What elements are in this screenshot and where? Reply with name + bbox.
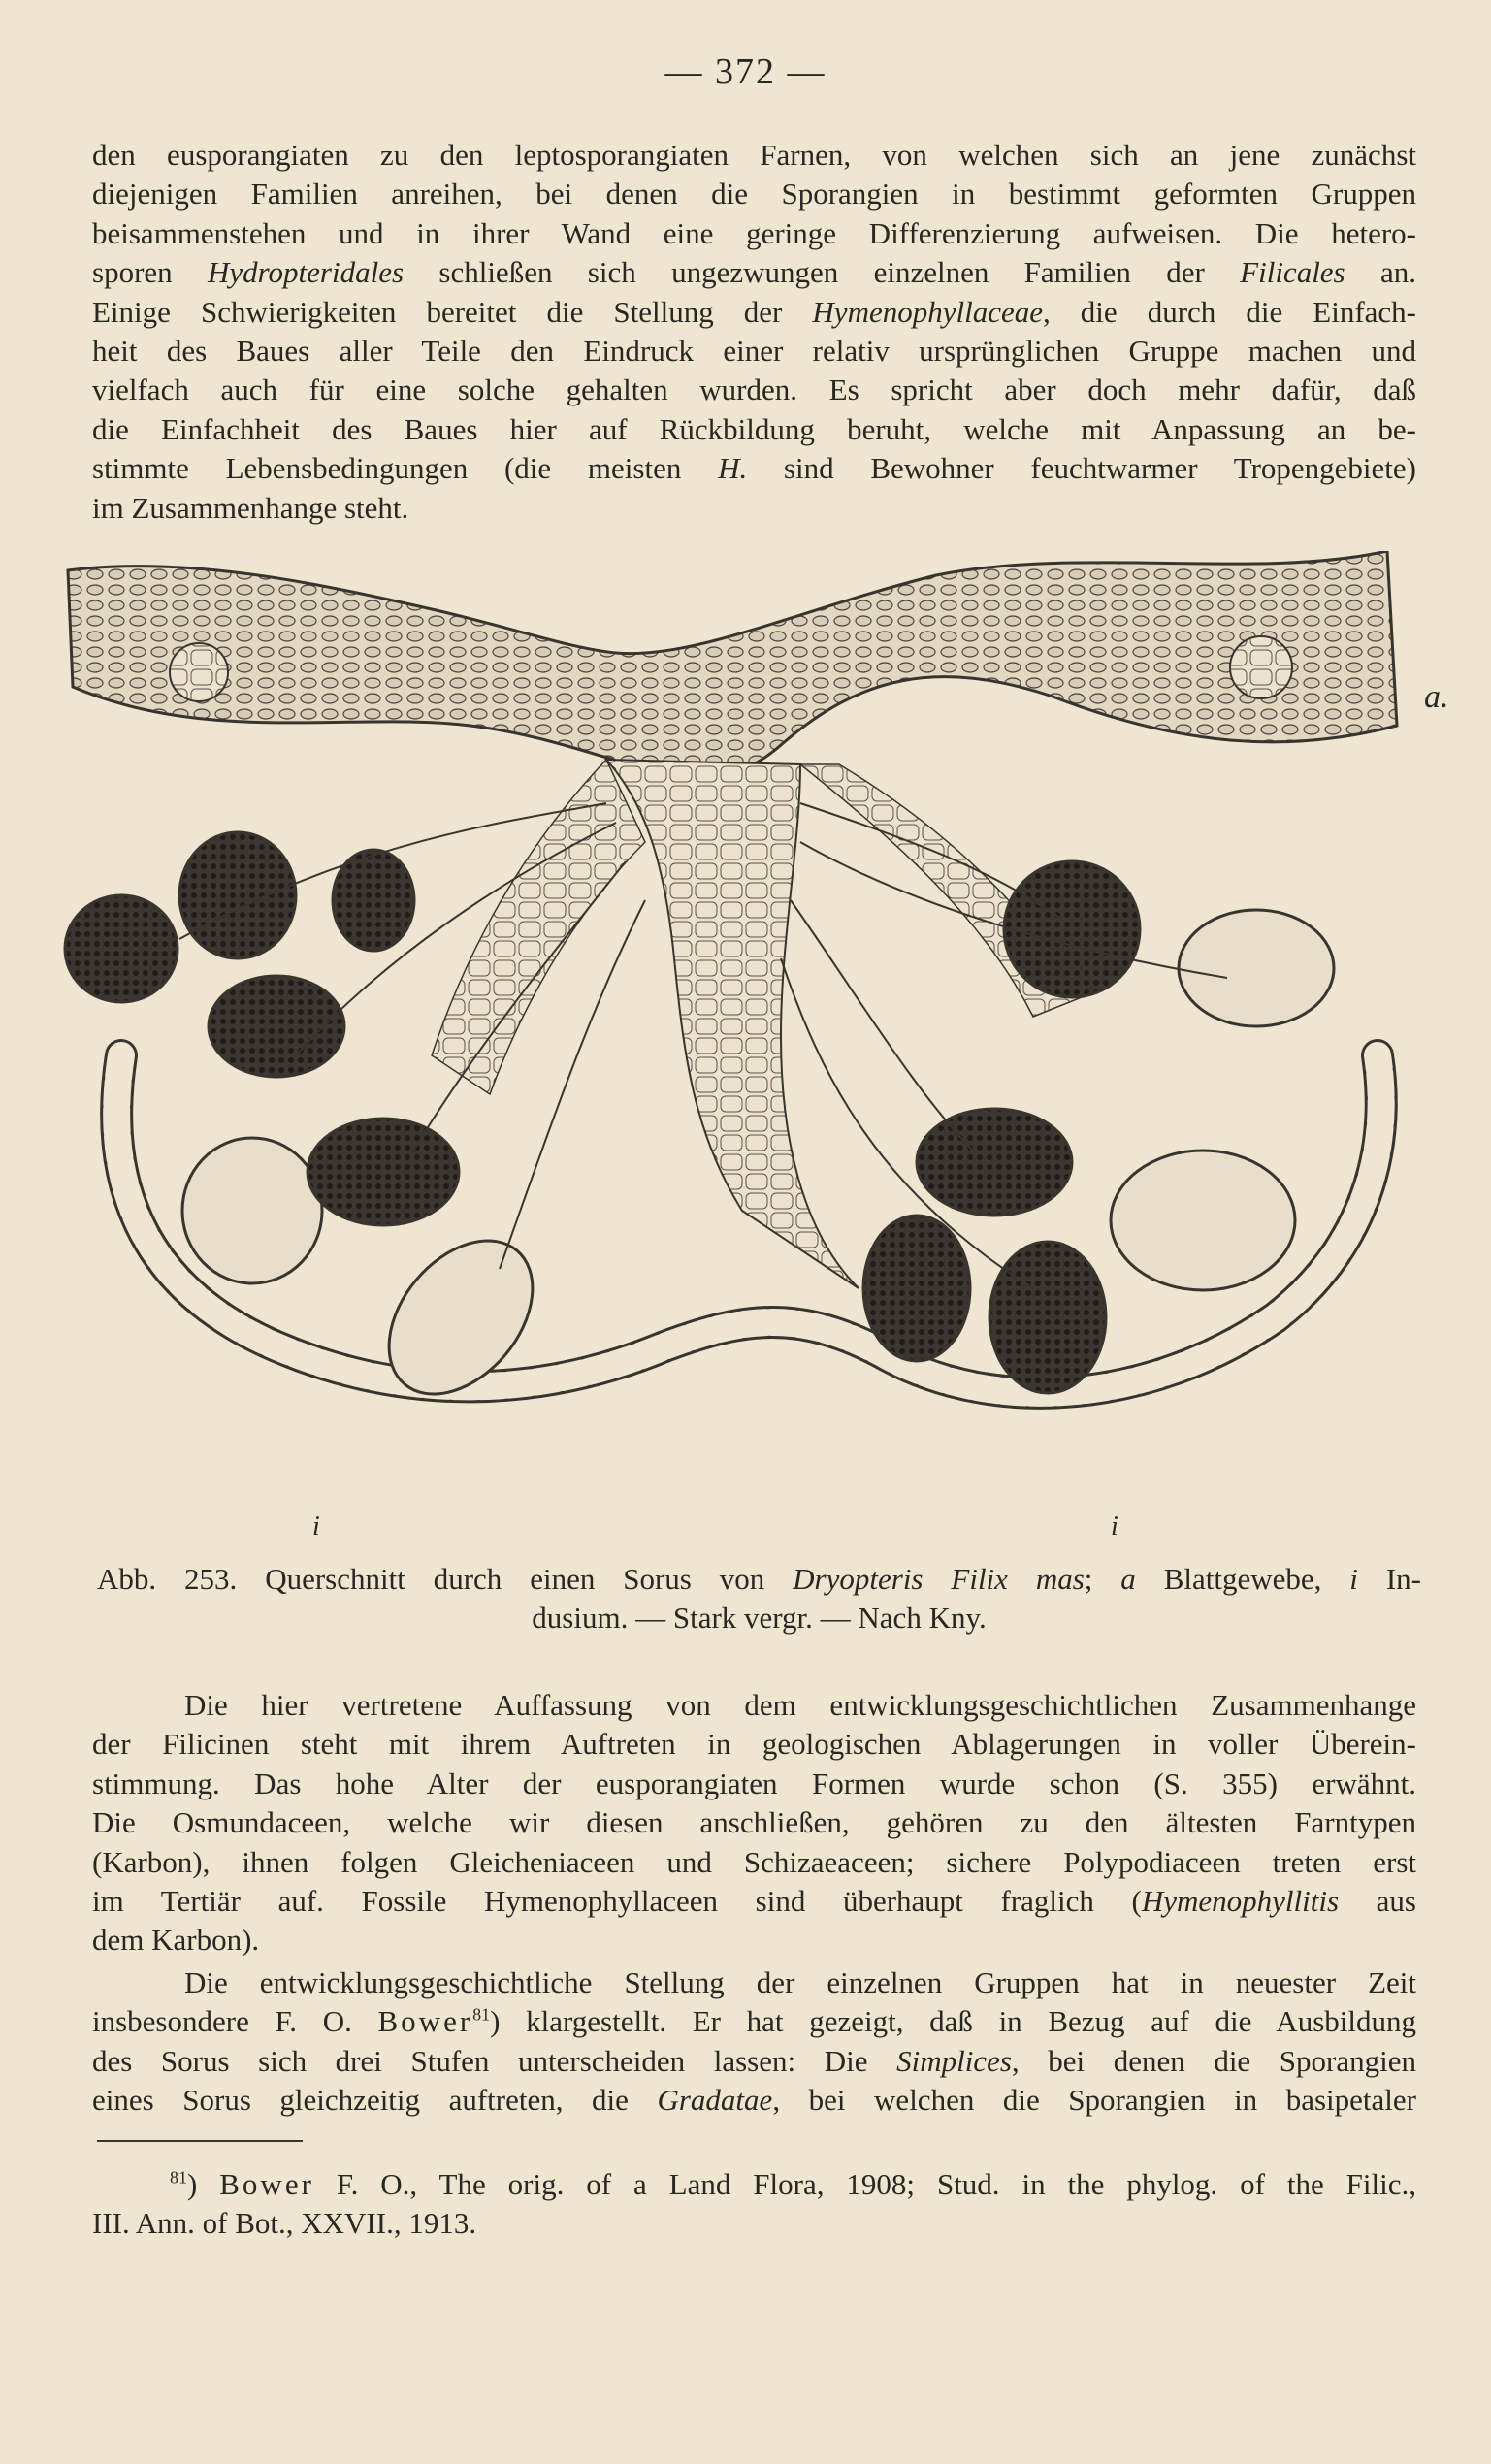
sorus-cross-section-figure [63, 551, 1421, 1550]
footnote-ref[interactable]: 81 [472, 2005, 491, 2026]
paragraph-1-line-7: vielfach auch für eine solche gehalten wurden. Es spricht aber doch mehr dafür, daß [92, 373, 1416, 407]
paragraph-1-line-3: beisammenstehen und in ihrer Wand eine geringe Differenzierung aufweisen. Die hetero- [92, 215, 1416, 250]
author-name: Bower [377, 2004, 473, 2039]
footnote-number: 81 [170, 2167, 187, 2188]
paragraph-1-line-8: die Einfachheit des Baues hier auf Rückbildung beruht, welche mit Anpassung an be- [92, 411, 1416, 446]
taxon-name: Simplices [896, 2043, 1012, 2078]
taxon-name: Hymenophyllaceae [812, 294, 1043, 329]
paragraph-3-line-4 [92, 2081, 1416, 2120]
paragraph-1 [92, 136, 1416, 528]
text-run: eines Sorus gleichzeitig auftreten, die [92, 2083, 658, 2118]
paragraph-2-line-6 [92, 1882, 1416, 1921]
text-run: stimmte Lebensbedingungen (die meisten [92, 451, 719, 486]
footnote-divider [97, 2140, 303, 2142]
text-run: des Sorus sich drei Stufen unterscheiden lassen: Die [92, 2043, 897, 2078]
text-run: , bei welchen die Sporangien in basipetaler [772, 2083, 1416, 2118]
text-run: Einige Schwierigkeiten bereitet die Stellung der [92, 294, 813, 329]
paragraph-1-line-5 [92, 293, 1416, 332]
text-run: im Tertiär auf. Fossile Hymenophyllaceen sind überhaupt fraglich ( [92, 1884, 1142, 1919]
text-run: In- [1357, 1562, 1421, 1596]
figure-label-i-left: i [312, 1511, 320, 1541]
page-number: — 372 — [664, 51, 827, 92]
footnote-line-1 [92, 2165, 1416, 2204]
text-run: sporen [92, 255, 208, 290]
footnote [92, 2165, 1416, 2243]
figure-key: a [1120, 1562, 1136, 1596]
figure-label-a: a. [1424, 679, 1449, 715]
paragraph-2-line-7: dem Karbon). [92, 1923, 260, 1958]
paragraph-3-line-3 [92, 2042, 1416, 2081]
paragraph-2-line-3: stimmung. Das hohe Alter der eusporangiaten Formen wurde schon (S. 355) erwähnt. [92, 1766, 1416, 1800]
text-run: Abb. 253. Querschnitt durch einen Sorus von [97, 1562, 794, 1596]
paragraph-1-line-2: diejenigen Familien anreihen, bei denen die Sporangien in bestimmt geformten Gruppen [92, 177, 1416, 211]
caption-line-1 [97, 1560, 1421, 1599]
text-run: F. O., The orig. of a Land Flora, 1908; Stud. in the phylog. of the Filic., [313, 2167, 1416, 2201]
footnote-line-2: III. Ann. of Bot., XXVII., 1913. [92, 2206, 477, 2240]
taxon-name: Gradatae [657, 2083, 773, 2118]
paragraph-2 [92, 1686, 1416, 1961]
taxon-name: Hymenophyllitis [1141, 1884, 1340, 1919]
text-run: sind Bewohner feuchtwarmer Tropengebiete) [747, 451, 1416, 486]
figure-key: i [1349, 1562, 1358, 1596]
author-name: Bower [219, 2167, 314, 2201]
paragraph-1-line-6: heit des Baues aller Teile den Eindruck einer relativ ursprünglichen Gruppe machen und [92, 334, 1416, 369]
text-run: , bei denen die Sporangien [1011, 2043, 1416, 2078]
taxon-name: Hydropteridales [208, 255, 405, 290]
paragraph-3-line-2 [92, 2002, 1416, 2041]
text-run: ; [1084, 1562, 1121, 1596]
paragraph-1-line-9 [92, 449, 1416, 488]
text-run: ) klargestellt. Er hat gezeigt, daß in Bezug auf die Ausbildung [490, 2004, 1416, 2039]
paragraph-2-line-1: Die hier vertretene Auffassung von dem entwicklungsgeschichtlichen Zusammenhange [184, 1688, 1416, 1722]
text-run: an. [1345, 255, 1416, 290]
caption-line-2: dusium. — Stark vergr. — Nach Kny. [532, 1601, 987, 1635]
sorus-illustration [63, 551, 1421, 1550]
text-run: Blattgewebe, [1135, 1562, 1350, 1596]
paragraph-2-line-5: (Karbon), ihnen folgen Gleicheniaceen und Schizaeaceen; sichere Polypodiaceen treten erst [92, 1844, 1416, 1879]
text-run: aus [1339, 1884, 1416, 1919]
figure-caption [97, 1560, 1421, 1637]
paragraph-1-line-4 [92, 253, 1416, 292]
text-run: ) [187, 2167, 220, 2201]
paragraph-2-line-2: der Filicinen steht mit ihrem Auftreten in geologischen Ablagerungen in voller Überein- [92, 1727, 1416, 1762]
paragraph-3 [92, 1963, 1416, 2121]
taxon-name: Dryopteris Filix mas [793, 1562, 1085, 1596]
paragraph-2-line-4: Die Osmundaceen, welche wir diesen anschließen, gehören zu den ältesten Farntypen [92, 1805, 1416, 1840]
taxon-name: Filicales [1240, 255, 1345, 290]
taxon-name: H. [718, 451, 748, 486]
text-run: insbesondere F. O. [92, 2004, 378, 2039]
figure-label-i-right: i [1111, 1511, 1118, 1541]
paragraph-3-line-1: Die entwicklungsgeschichtliche Stellung der einzelnen Gruppen hat in neuester Zeit [184, 1965, 1416, 1999]
text-run: , die durch die Einfach- [1042, 294, 1416, 329]
paragraph-1-line-10: im Zusammenhange steht. [92, 490, 409, 525]
text-run: schließen sich ungezwungen einzelnen Familien der [404, 255, 1241, 290]
paragraph-1-line-1: den eusporangiaten zu den leptosporangiaten Farnen, von welchen sich an jene zunächst [92, 138, 1416, 172]
